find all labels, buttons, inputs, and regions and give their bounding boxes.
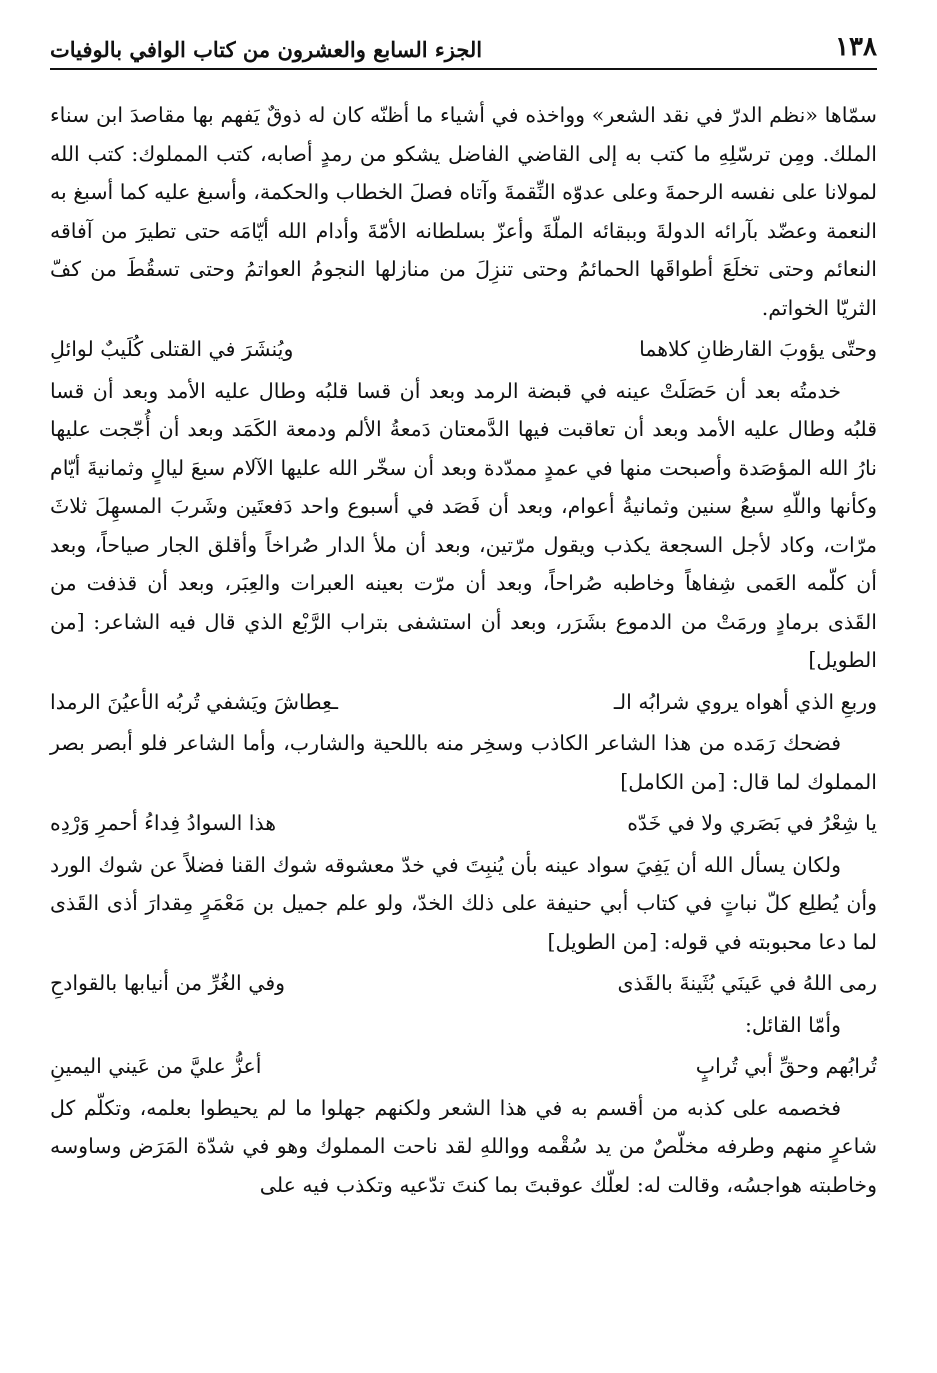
- paragraph-5: وأمّا القائل:: [744, 1012, 841, 1037]
- verse-1-first-hemistich: وحتّى يؤوبَ القارظانِ كلاهما: [639, 337, 877, 361]
- verse-5-first-hemistich: تُرابُهم وحقِّ أبي تُرابٍ: [695, 1054, 877, 1078]
- paragraph-3: فضحك رَمَده من هذا الشاعر الكاذب وسخِر منه باللحية والشارب، وأما الشاعر فلو أبصر بصر المملوك لما قال: [من الكامل]: [50, 731, 877, 794]
- verse-4: [50, 964, 877, 1003]
- paragraph-2: خدمتُه بعد أن حَصَلَتْ عينه في قبضة الرمد وبعد أن قسا قلبُه وطال عليه الأمد وبعد أن قسا قلبُه وطال عليه الأمد وبعد أن تعاقبت فيها الدَّمعتان دَمعةُ الألم ودمعة الكَمَد وبعد أن أُجّجت عليها نارُ الله المؤصَدة وأصبحت منها في عمدٍ ممدّدة وبعد أن سخّر الله عليها الآلام سبعَ ليالٍ وثمانيةَ أيّام وكأنها واللّهِ سبعُ سنين وثمانيةُ أعوام، وبعد أن فَصَد في أسبوع واحد دَفعتَين وشَربَ المسهِلَ ثلاثَ مرّات، وكاد لأجل السجعة يكذب ويقول مرّتين، وبعد أن ملأ الدار صُراخاً وأقلق الجار صياحاً، وبعد أن كلّمه العَمى شِفاهاً وخاطبه صُراحاً، وبعد أن مرّت بعينه العبرات والعِبَر، وبعد أن قذفت من القَذى برمادٍ ورمَتْ من الدموع بشَرَر، وبعد أن استشفى بتراب الرَّبْع الذي قال فيه الشاعر: [من الطويل]: [50, 378, 877, 672]
- verse-2-second-hemistich: ـعِطاشَ ويَشفي تُربُه الأعيُنَ الرمدا: [50, 689, 339, 714]
- paragraph-6: فخصمه على كذبه من أقسم به في هذا الشعر ولكنهم جهلوا ما لم يحيطوا بعلمه، وتكلّم كل شاعرٍ منهم وطرفه مخلّصٌ من يد سُقْمه وواللهِ لقد ناحت المملوك وهو في شدّة المَرَض وساوسه وخاطبته هواجسُه، وقالت له: لعلّك عوقبتَ بما كنتَ تدّعيه وتكذب فيه على: [50, 1095, 877, 1197]
- running-title: الجزء السابع والعشرون من كتاب الوافي بالوفيات: [50, 37, 483, 62]
- verse-1: [50, 330, 877, 369]
- verse-5-second-hemistich: أعزُّ عليَّ من عَيني اليمينِ: [50, 1054, 262, 1078]
- verse-1-second-hemistich: ويُنشَرَ في القتلى كُلَيبٌ لوائلِ: [50, 337, 294, 361]
- verse-2: [50, 683, 877, 722]
- verse-2-first-hemistich: وربعِ الذي أهواه يروي شرابُه الـ: [613, 689, 877, 714]
- page-number: ١٣٨: [835, 32, 877, 62]
- paragraph-4: ولكان يسأل الله أن يَفِيَ سواد عينه بأن يُنبِتَ في خدّ معشوقه شوك القنا فضلاً عن شوك الورد وأن يُطلِع كلّ نباتٍ في كتاب أبي حنيفة على ذلك الخدّ، ولو علم جميل بن مَعْمَرٍ مِقدارَ أذى القَذى لما دعا محبوبته في قوله: [من الطويل]: [50, 852, 877, 954]
- verse-4-first-hemistich: رمى اللهُ في عَينَي بُثَينةَ بالقَذى: [617, 971, 877, 995]
- verse-5: [50, 1047, 877, 1086]
- page-header: [50, 24, 877, 70]
- paragraph-1: سمّاها «نظم الدرّ في نقد الشعر» وواخذه في أشياء ما أظنّه كان له ذوقٌ يَفهم بها مقاصدَ ابن سناء الملك. ومِن ترسّلِهِ ما كتب به إلى القاضي الفاضل يشكو من رمدٍ أصابه، كتب المملوك: كتب الله لمولانا على نفسه الرحمةَ وعلى عدوّه النِّقمةَ وآتاه فصلَ الخطاب والحكمة، وأسبغ عليه كما أسبغ به النعمة وعضّد بآرائه الدولةَ وببقائه الملّةَ وأعزّ بسلطانه الأمّةَ وأدام الله أيّامَه حتى تطيرَ من آفاقه النعائم وحتى تخلَعَ أطواقَها الحمائمُ وحتى تنزِلَ من منازلها النجومُ العواتمُ وحتى تسقُطَ من كفّ الثريّا الخواتم.: [50, 103, 877, 320]
- verse-3-second-hemistich: هذا السوادُ فِداءُ أحمرِ وَرْدِه: [50, 811, 277, 835]
- body-text: [50, 96, 877, 1204]
- verse-4-second-hemistich: وفي الغُرِّ من أنيابها بالقوادحِ: [50, 971, 286, 995]
- verse-3-first-hemistich: يا شِعْرُ في بَصَري ولا في خَدّه: [627, 811, 877, 835]
- verse-3: [50, 804, 877, 843]
